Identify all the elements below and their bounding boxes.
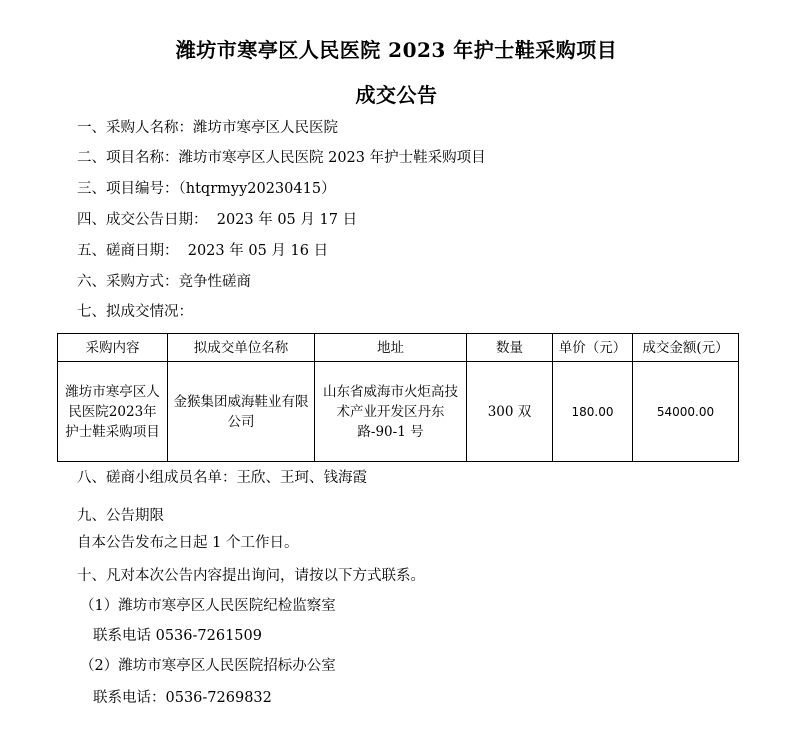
notice-period-heading: 九、公告期限 xyxy=(77,508,164,524)
header-address: 地址 xyxy=(315,334,467,362)
cell-address: 山东省威海市火炬高技术产业开发区丹东路-90-1 号 xyxy=(315,362,467,462)
project-name-line: 二、项目名称：潍坊市寒亭区人民医院 2023 年护士鞋采购项目 xyxy=(77,150,486,166)
project-number-line: 三、项目编号：（htqrmyy20230415） xyxy=(77,181,336,197)
purchaser-name-line: 一、采购人名称：潍坊市寒亭区人民医院 xyxy=(77,120,338,136)
page-subtitle: 成交公告 xyxy=(355,83,438,107)
cell-supplier: 金猴集团威海鞋业有限公司 xyxy=(168,362,315,462)
table-header-row xyxy=(58,334,739,362)
header-amount: 成交金额(元） xyxy=(633,334,739,362)
contact-1-phone: 联系电话 0536-7261509 xyxy=(93,628,262,644)
procurement-method-line: 六、采购方式：竞争性磋商 xyxy=(77,274,251,290)
proposed-award-heading: 七、拟成交情况： xyxy=(77,304,193,320)
negotiation-date-line: 五、磋商日期： 2023 年 05 月 16 日 xyxy=(77,243,329,259)
header-unit-price: 单价（元） xyxy=(553,334,633,362)
panel-members-line: 八、磋商小组成员名单：王欣、王珂、钱海霞 xyxy=(77,470,367,486)
header-content: 采购内容 xyxy=(58,334,168,362)
contact-1-org: （1）潍坊市寒亭区人民医院纪检监察室 xyxy=(80,598,336,614)
announcement-date-line: 四、成交公告日期： 2023 年 05 月 17 日 xyxy=(77,212,358,228)
table-row xyxy=(58,362,739,462)
inquiry-heading: 十、凡对本次公告内容提出询问，请按以下方式联系。 xyxy=(77,568,425,584)
header-supplier: 拟成交单位名称 xyxy=(168,334,315,362)
notice-period-text: 自本公告发布之日起 1 个工作日。 xyxy=(77,535,299,551)
cell-amount: 54000.00 xyxy=(633,362,739,462)
contact-2-org: （2）潍坊市寒亭区人民医院招标办公室 xyxy=(80,658,336,674)
header-quantity: 数量 xyxy=(467,334,553,362)
cell-content: 潍坊市寒亭区人民医院2023年护士鞋采购项目 xyxy=(58,362,168,462)
cell-unit-price: 180.00 xyxy=(553,362,633,462)
award-table xyxy=(57,333,739,462)
cell-quantity: 300 双 xyxy=(467,362,553,462)
contact-2-phone: 联系电话：0536-7269832 xyxy=(93,690,272,706)
page-title: 潍坊市寒亭区人民医院 2023 年护士鞋采购项目 xyxy=(175,38,618,62)
